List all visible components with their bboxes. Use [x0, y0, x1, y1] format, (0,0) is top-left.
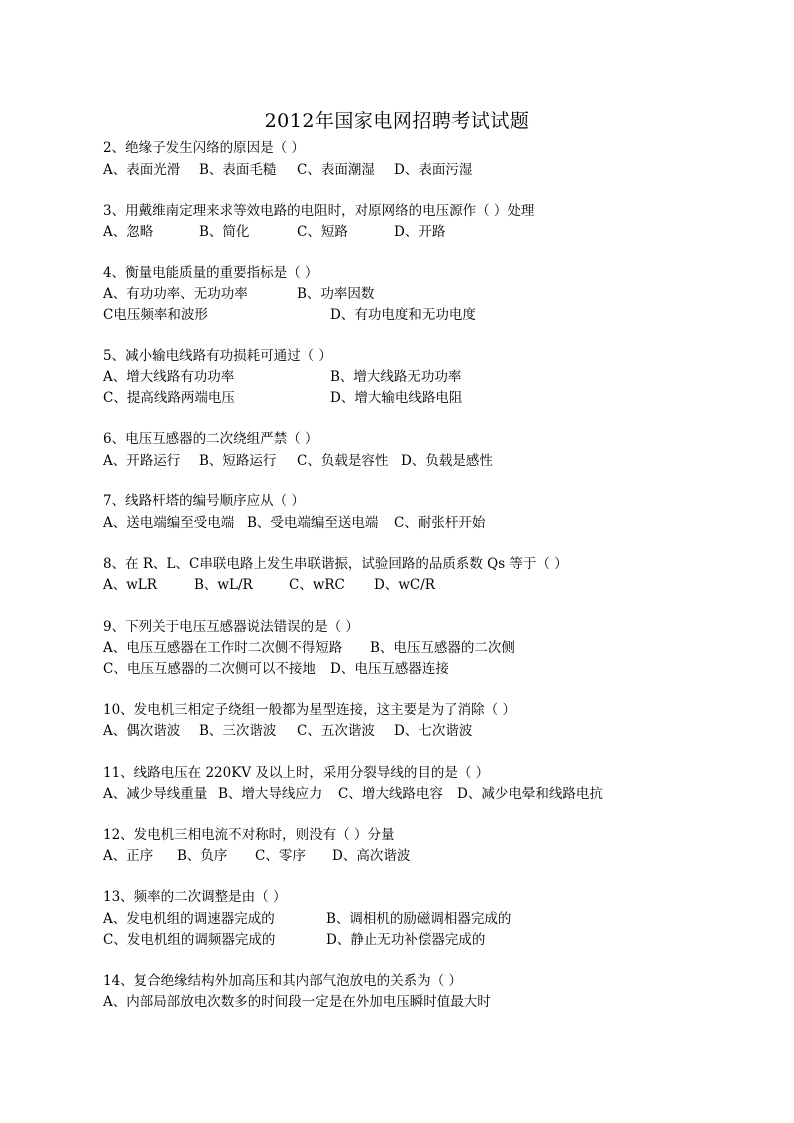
question-stem: 14、复合绝缘结构外加高压和其内部气泡放电的关系为（ ） [103, 973, 462, 989]
option: A、正序 [103, 848, 154, 864]
question-stem: 7、线路杆塔的编号顺序应从（ ） [103, 493, 305, 509]
option: B、wL/R [194, 577, 253, 593]
option: A、wLR [103, 577, 157, 593]
option: B、调相机的励磁调相器完成的 [326, 911, 512, 927]
option: A、送电端编至受电端 [103, 515, 235, 531]
option: D、表面污湿 [394, 162, 473, 178]
question-stem: 13、频率的二次调整是由（ ） [103, 889, 287, 905]
question-stem: 9、下列关于电压互感器说法错误的是（ ） [103, 619, 359, 635]
option: B、负序 [177, 848, 228, 864]
option: C、表面潮湿 [297, 162, 375, 178]
option: A、有功功率、无功功率 [103, 286, 248, 302]
option: D、减少电晕和线路电抗 [457, 786, 603, 802]
document-title: 2012年国家电网招聘考试试题 [264, 110, 530, 132]
option: A、开路运行 [103, 453, 181, 469]
option: D、wC/R [374, 577, 435, 593]
option: D、静止无功补偿器完成的 [326, 932, 486, 948]
option: B、电压互感器的二次侧 [370, 640, 515, 656]
option: B、短路运行 [199, 453, 277, 469]
question-stem: 8、在 R、L、C串联电路上发生串联谐振，试验回路的品质系数 Qs 等于（ ） [103, 556, 568, 572]
question-stem: 12、发电机三相电流不对称时，则没有（ ）分量 [103, 827, 395, 843]
question-stem: 10、发电机三相定子绕组一般都为星型连接，这主要是为了消除（ ） [103, 702, 516, 718]
option: A、减少导线重量 [103, 786, 208, 802]
option: B、功率因数 [297, 286, 375, 302]
option: C、零序 [255, 848, 306, 864]
option: C电压频率和波形 [103, 307, 208, 323]
option: B、受电端编至送电端 [247, 515, 379, 531]
option: C、发电机组的调频器完成的 [103, 932, 276, 948]
option: C、提高线路两端电压 [103, 390, 235, 406]
option: C、耐张杆开始 [394, 515, 486, 531]
question-stem: 5、减小输电线路有功损耗可通过（ ） [103, 348, 332, 364]
question-stem: 4、衡量电能质量的重要指标是（ ） [103, 265, 319, 281]
option: C、负载是容性 [297, 453, 389, 469]
option: A、电压互感器在工作时二次侧不得短路 [103, 640, 343, 656]
option: C、五次谐波 [297, 723, 375, 739]
option: A、表面光滑 [103, 162, 181, 178]
option: A、忽略 [103, 224, 154, 240]
option: D、七次谐波 [394, 723, 473, 739]
option: A、内部局部放电次数多的时间段一定是在外加电压瞬时值最大时 [103, 994, 491, 1010]
option: A、增大线路有功功率 [103, 369, 235, 385]
option: D、高次谐波 [332, 848, 411, 864]
option: B、三次谐波 [199, 723, 277, 739]
question-stem: 11、线路电压在 220KV 及以上时，采用分裂导线的目的是（ ） [103, 765, 490, 781]
option: D、增大输电线路电阻 [330, 390, 463, 406]
option: A、偶次谐波 [103, 723, 181, 739]
question-stem: 6、电压互感器的二次绕组严禁（ ） [103, 431, 319, 447]
option: D、电压互感器连接 [330, 661, 449, 677]
option: D、有功电度和无功电度 [330, 307, 476, 323]
option: B、简化 [199, 224, 250, 240]
option: B、增大导线应力 [218, 786, 323, 802]
option: B、表面毛糙 [199, 162, 277, 178]
question-stem: 2、绝缘子发生闪络的原因是（ ） [103, 140, 305, 156]
option: C、电压互感器的二次侧可以不接地 [103, 661, 316, 677]
option: A、发电机组的调速器完成的 [103, 911, 275, 927]
option: C、短路 [297, 224, 348, 240]
option: C、增大线路电容 [338, 786, 443, 802]
option: D、开路 [394, 224, 446, 240]
option: C、wRC [289, 577, 345, 593]
question-stem: 3、用戴维南定理来求等效电路的电阻时，对原网络的电压源作（ ）处理 [103, 203, 535, 219]
option: D、负载是感性 [401, 453, 493, 469]
option: B、增大线路无功功率 [330, 369, 462, 385]
